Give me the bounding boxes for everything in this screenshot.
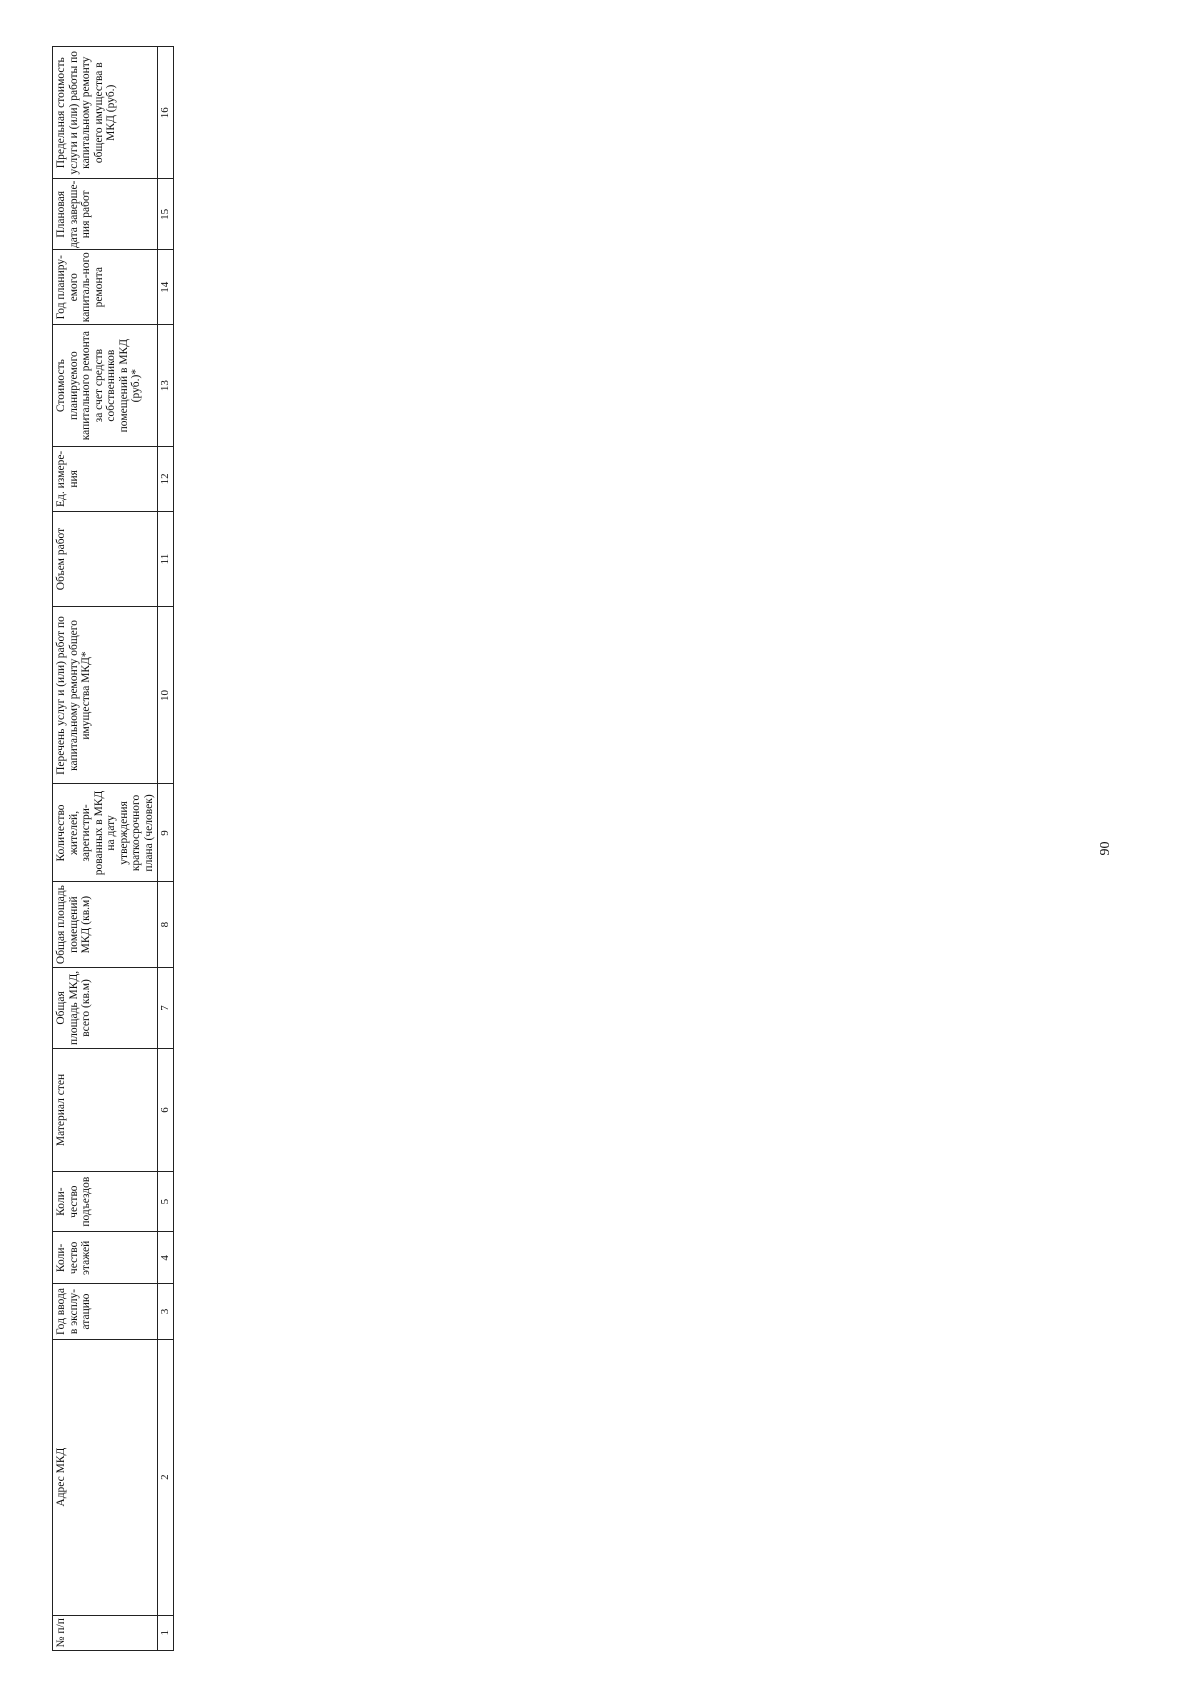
column-header: Общая площадь МКД, всего (кв.м) — [53, 967, 158, 1048]
column-header: Ед. измере-ния — [53, 447, 158, 512]
column-number: 16 — [158, 47, 174, 179]
column-number: 15 — [158, 179, 174, 250]
column-header: Год ввода в эксплу-атацию — [53, 1284, 158, 1339]
column-number-row — [158, 47, 174, 1651]
column-number: 14 — [158, 250, 174, 325]
column-number: 7 — [158, 967, 174, 1048]
column-number: 11 — [158, 511, 174, 607]
capital-repair-table — [52, 46, 174, 1651]
column-header: Стоимость планируемого капитального ремонта за счет средств собственников помещений в МКД (руб.)* — [53, 325, 158, 447]
column-header: Плановая дата заверше-ния работ — [53, 179, 158, 250]
header-row — [53, 47, 158, 1651]
column-number: 9 — [158, 784, 174, 882]
column-header: Перечень услуг и (или) работ по капитальному ремонту общего имущества МКД* — [53, 607, 158, 784]
column-header: Материал стен — [53, 1049, 158, 1172]
column-number: 4 — [158, 1232, 174, 1284]
column-number: 5 — [158, 1171, 174, 1231]
column-header: № п/п — [53, 1615, 158, 1650]
column-header: Коли-чество подъездов — [53, 1171, 158, 1231]
column-header: Предельная стоимость услуги и (или) работы по капитальному ремонту общего имущества в МКД (руб.) — [53, 47, 158, 179]
page-number: 90 — [1098, 841, 1113, 856]
column-header: Общая площадь помещений МКД (кв.м) — [53, 882, 158, 967]
column-header: Коли-чество этажей — [53, 1232, 158, 1284]
column-number: 1 — [158, 1615, 174, 1650]
column-header: Количество жителей, зарегистри-рованных в МКД на дату утверждения краткосрочного плана (человек) — [53, 784, 158, 882]
column-number: 3 — [158, 1284, 174, 1339]
column-number: 12 — [158, 447, 174, 512]
column-number: 8 — [158, 882, 174, 967]
column-number: 6 — [158, 1049, 174, 1172]
column-header: Год планиру-емого капиталь-ного ремонта — [53, 250, 158, 325]
column-number: 10 — [158, 607, 174, 784]
column-header: Объем работ — [53, 511, 158, 607]
column-header: Адрес МКД — [53, 1339, 158, 1615]
column-number: 2 — [158, 1339, 174, 1615]
column-number: 13 — [158, 325, 174, 447]
